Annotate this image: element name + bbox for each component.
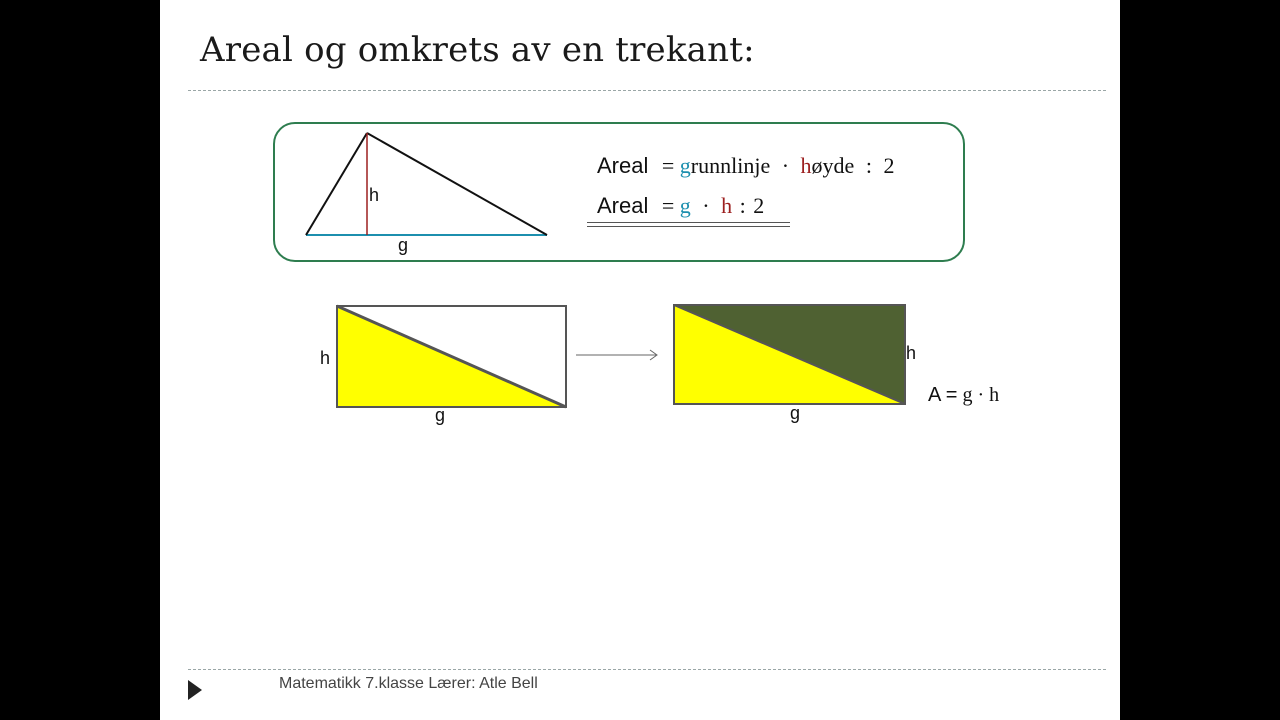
formula2-two: 2 (753, 193, 765, 218)
formula1-dot: · (781, 153, 790, 178)
formula-double-underline (587, 222, 790, 227)
formula1-divide: : (865, 153, 872, 178)
right-rect-base-label: g (790, 403, 801, 423)
slide-title: Areal og omkrets av en trekant: (200, 30, 755, 70)
formula1-g-letter: g (679, 153, 691, 178)
formula1-g-rest: runnlinje (690, 153, 771, 178)
triangle-right-side (367, 133, 547, 235)
area-formula (928, 384, 999, 407)
formula2-g: g (679, 193, 691, 218)
formula2-areal: Areal (597, 193, 649, 218)
formula2-divide: : (739, 193, 746, 218)
left-rect-height-label: h (320, 348, 331, 368)
formula1-two: 2 (883, 153, 895, 178)
formula-words (597, 153, 894, 179)
triangle-height-label: h (369, 185, 380, 205)
right-rect-height-label: h (906, 343, 917, 363)
formula2-equals: = (661, 193, 675, 218)
triangle-base-label: g (398, 235, 409, 255)
area-formula-lhs: A = (928, 384, 958, 406)
formula1-equals: = (661, 153, 675, 178)
formula1-h-rest: øyde (811, 153, 855, 178)
footer-text: Matematikk 7.klasse Lærer: Atle Bell (279, 675, 538, 692)
formula1-areal: Areal (597, 153, 649, 178)
figures (160, 0, 1120, 720)
formula2-h: h (721, 193, 733, 218)
left-rect-base-label: g (435, 405, 446, 425)
footer-divider (188, 669, 1106, 670)
formula1-h-letter: h (800, 153, 812, 178)
play-arrow-icon (188, 680, 202, 700)
formula-letters (597, 193, 764, 219)
area-formula-rhs: g · h (962, 384, 1000, 406)
formula2-dot: · (702, 193, 710, 218)
slide (160, 0, 1120, 720)
triangle-left-side (306, 133, 367, 235)
